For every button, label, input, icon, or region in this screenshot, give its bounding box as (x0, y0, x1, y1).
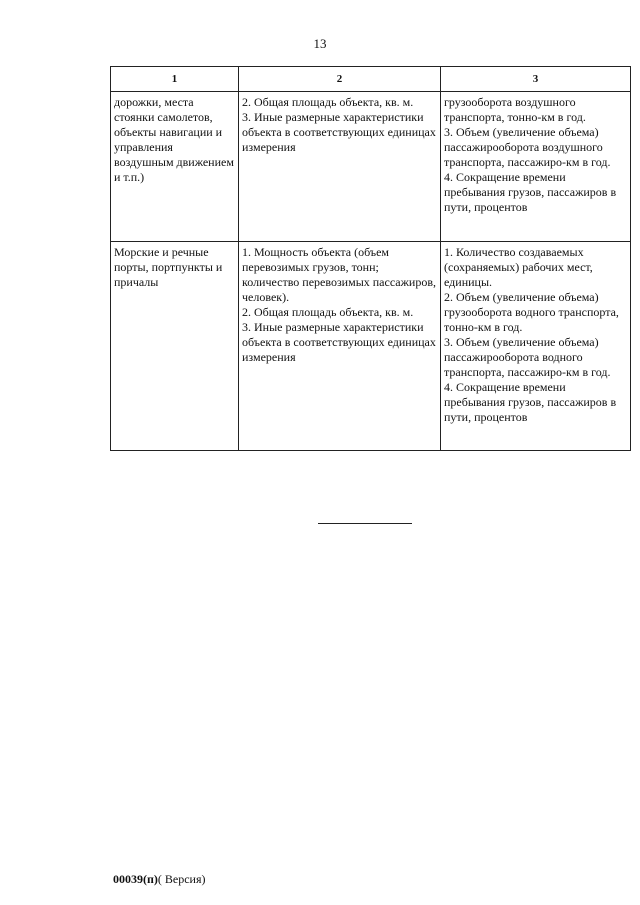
effect-indicators-cell (441, 92, 631, 242)
cell-text: 2. Общая площадь объекта, кв. м. (242, 95, 414, 109)
cell-text: дорожки, места стоянки самолетов, объекты навигации и управления воздушным движением и т.п.) (114, 95, 234, 184)
cell-text: Морские и речные порты, портпункты и причалы (114, 245, 223, 289)
object-type-cell (111, 242, 239, 451)
document-version: ( Версия) (157, 872, 206, 886)
cell-text: 1. Мощность объекта (объем перевозимых грузов, тонн; количество перевозимых пассажиров, человек). (242, 245, 437, 304)
table-row (111, 92, 631, 242)
document-code (113, 872, 206, 887)
end-of-document-rule (318, 523, 412, 524)
size-characteristics-cell (239, 242, 441, 451)
object-type-cell (111, 92, 239, 242)
table-row (111, 242, 631, 451)
criteria-table (110, 66, 631, 451)
table-header-row (111, 67, 631, 92)
effect-indicators-cell (441, 242, 631, 451)
cell-text: 3. Объем (увеличение объема) пассажирооборота воздушного транспорта, пассажиро-км в год. (444, 125, 611, 169)
size-characteristics-cell (239, 92, 441, 242)
document-code-number: 00039(п) (113, 872, 158, 886)
cell-text: 2. Объем (увеличение объема) грузооборота водного транспорта, тонно-км в год. (444, 290, 619, 334)
cell-text: 3. Иные размерные характеристики объекта в соответствующих единицах измерения (242, 320, 436, 364)
cell-text: 4. Сокращение времени пребывания грузов, пассажиров в пути, процентов (444, 380, 617, 424)
cell-text: 3. Объем (увеличение объема) пассажирооборота водного транспорта, пассажиро-км в год. (444, 335, 611, 379)
cell-text: 1. Количество создаваемых (сохраняемых) рабочих мест, единицы. (444, 245, 593, 289)
cell-text: 4. Сокращение времени пребывания грузов, пассажиров в пути, процентов (444, 170, 617, 214)
cell-text: грузооборота воздушного транспорта, тонно-км в год. (444, 95, 586, 124)
column-header-1: 1 (111, 67, 239, 92)
column-header-3: 3 (441, 67, 631, 92)
column-header-2: 2 (239, 67, 441, 92)
cell-text: 3. Иные размерные характеристики объекта в соответствующих единицах измерения (242, 110, 436, 154)
cell-text: 2. Общая площадь объекта, кв. м. (242, 305, 414, 319)
page-number: 13 (313, 36, 327, 51)
